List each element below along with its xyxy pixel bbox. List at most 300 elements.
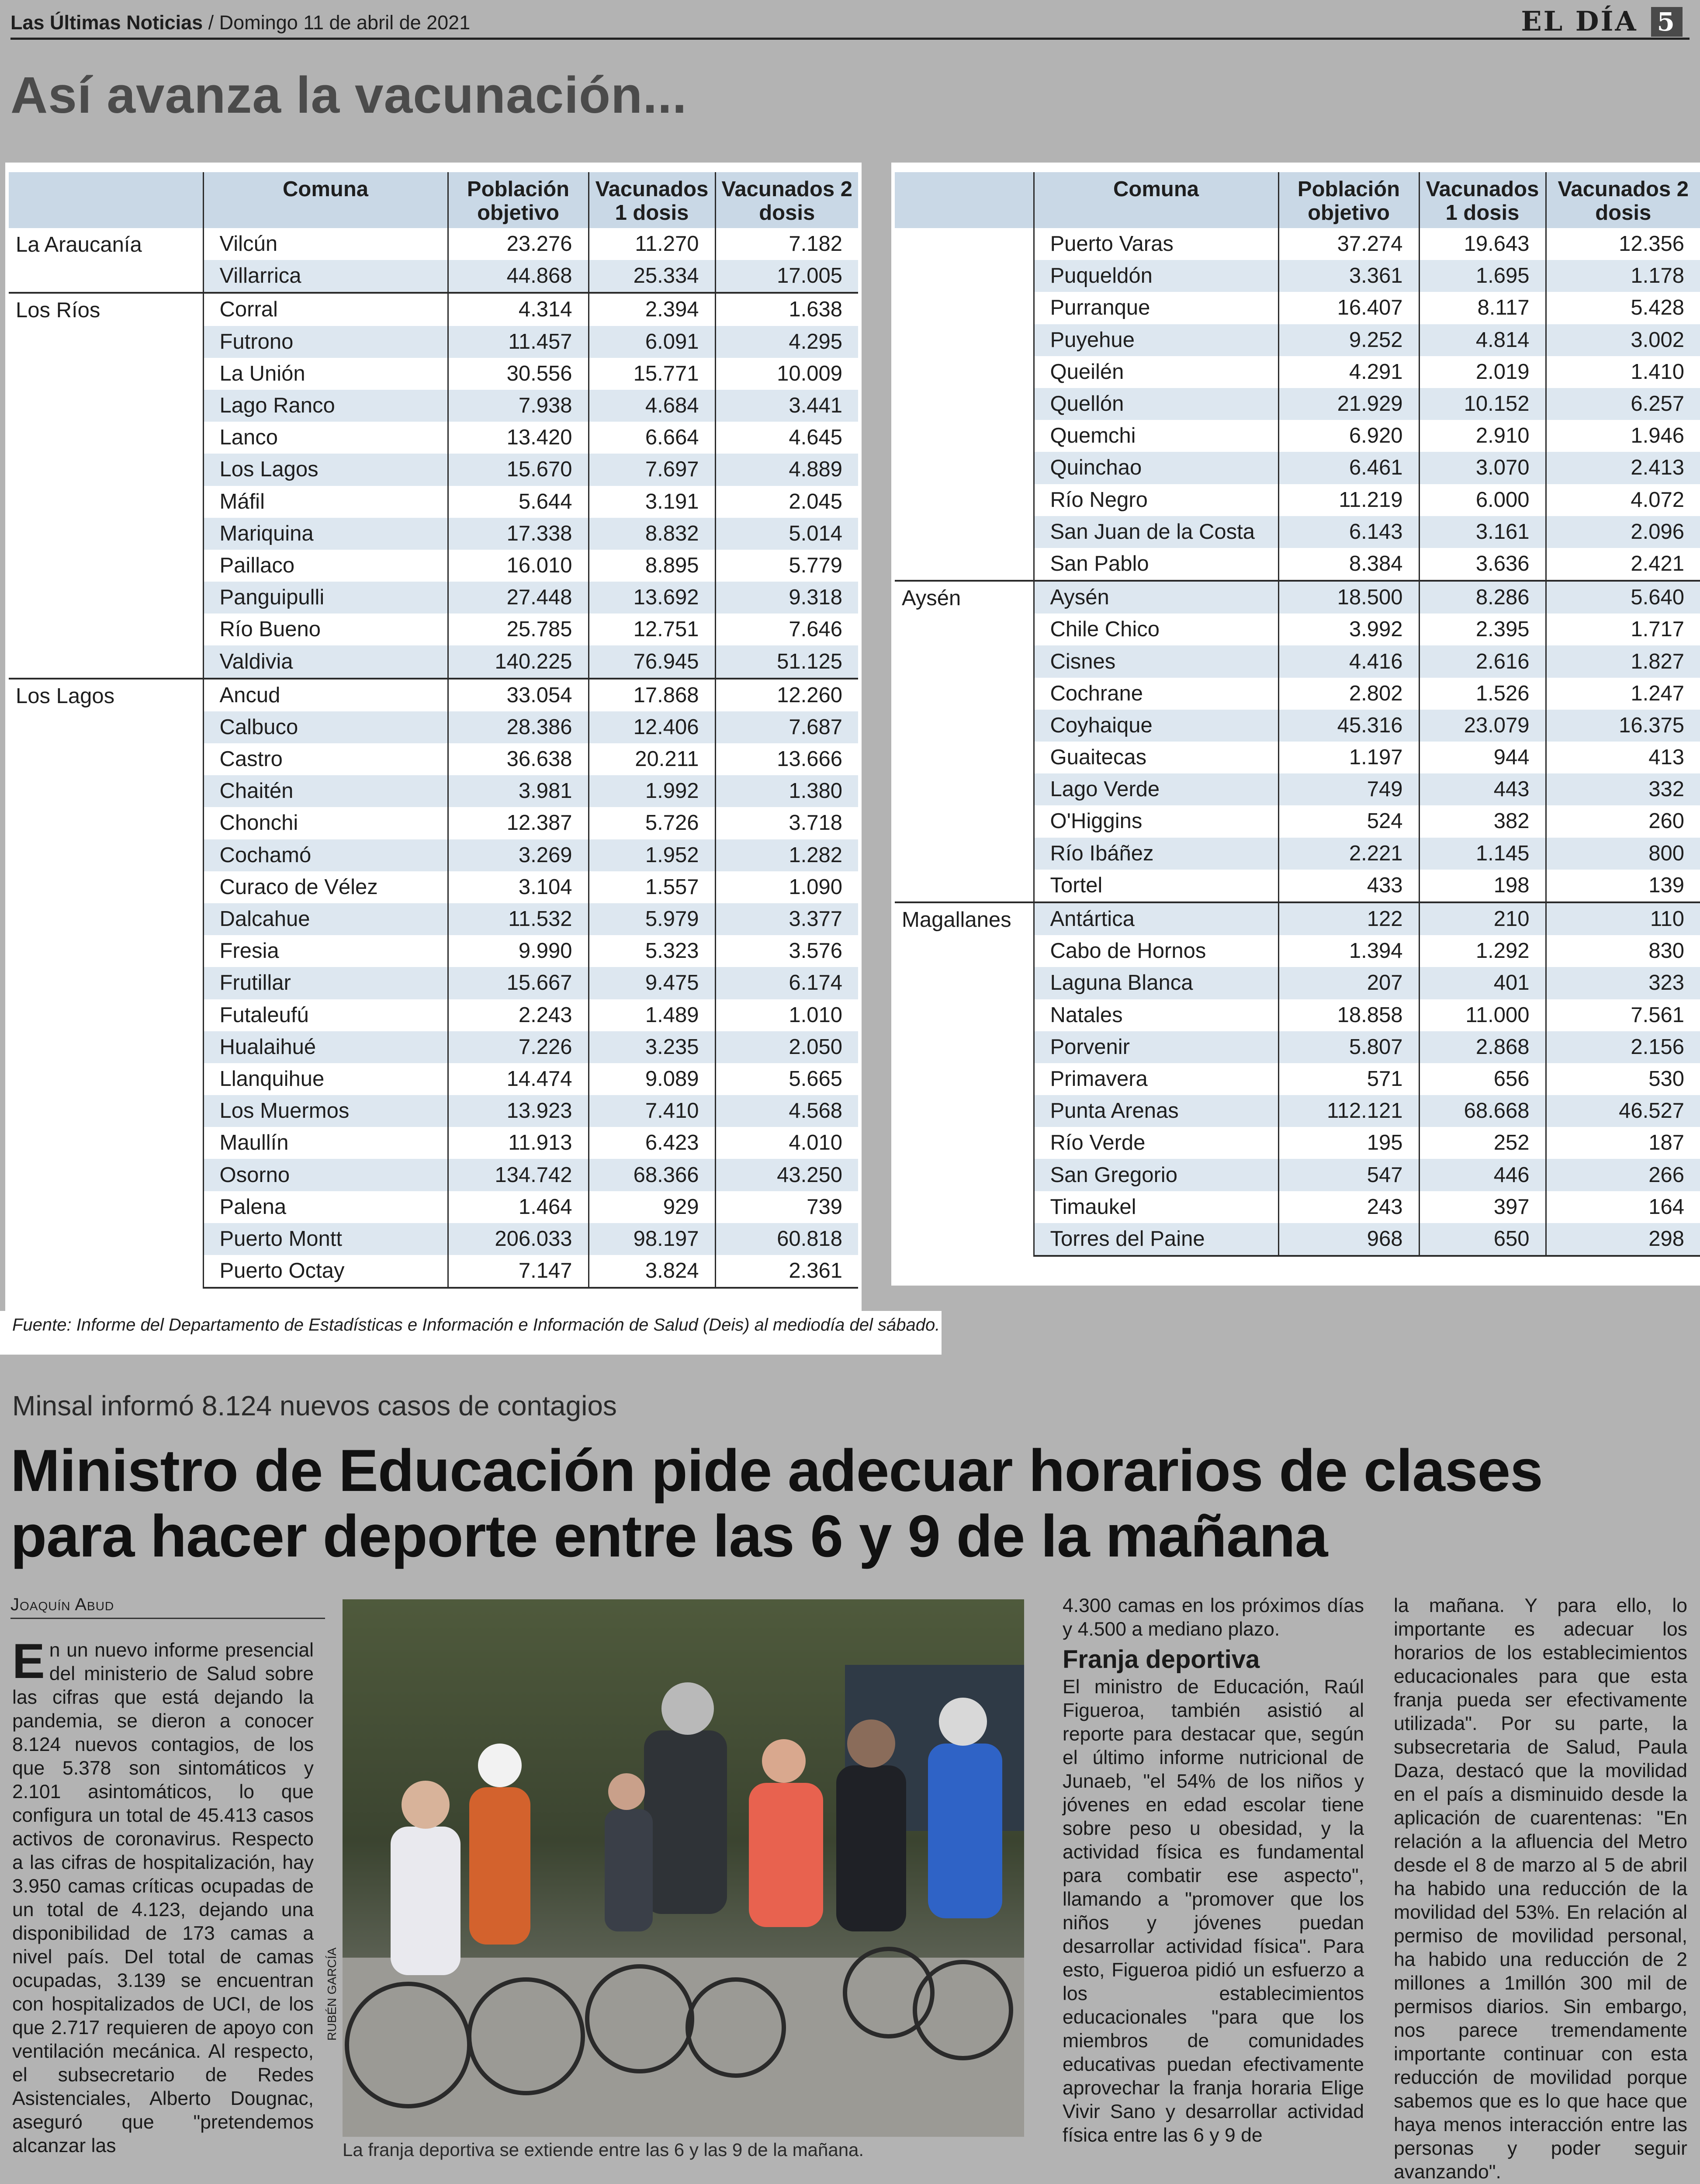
comuna-cell: Porvenir xyxy=(1034,1031,1278,1063)
dosis1-cell: 401 xyxy=(1419,967,1546,999)
dosis2-cell: 187 xyxy=(1648,1131,1684,1155)
comuna-cell: Lago Ranco xyxy=(203,390,448,422)
dosis2-cell: 5.665 xyxy=(789,1067,842,1091)
dosis2-cell: 830 xyxy=(1648,939,1684,963)
dosis1-cell: 13.692 xyxy=(589,582,715,614)
header-dosis1: Vacunados 1 dosis xyxy=(1419,172,1546,228)
dosis2-cell: 1.946 xyxy=(1631,424,1684,448)
region-cell: Magallanes xyxy=(895,902,1034,1256)
comuna-cell: Cochrane xyxy=(1034,678,1278,710)
dosis2-cell: 1.380 xyxy=(715,775,858,807)
region-cell: Los Lagos xyxy=(9,679,203,1288)
comuna-cell: Puerto Montt xyxy=(203,1223,448,1255)
dosis2-cell: 739 xyxy=(807,1195,842,1219)
dosis1-cell: 944 xyxy=(1419,742,1546,773)
dosis2-cell: 4.072 xyxy=(1631,488,1684,512)
dosis2-cell: 1.410 xyxy=(1631,360,1684,384)
dosis2-cell: 1.827 xyxy=(1546,645,1700,677)
drop-cap: E xyxy=(12,1634,45,1688)
dosis1-cell: 2.395 xyxy=(1419,614,1546,645)
newspaper-name: Las Últimas Noticias xyxy=(10,11,203,34)
poblacion-cell: 207 xyxy=(1278,967,1419,999)
dosis1-cell: 7.410 xyxy=(589,1095,715,1127)
table-row xyxy=(9,293,858,326)
dosis1-cell: 68.366 xyxy=(589,1159,715,1191)
poblacion-cell: 968 xyxy=(1278,1223,1419,1256)
poblacion-cell: 3.992 xyxy=(1278,614,1419,645)
table-header-row xyxy=(895,172,1700,228)
dosis2-cell: 266 xyxy=(1546,1159,1700,1191)
poblacion-cell: 9.252 xyxy=(1278,324,1419,356)
comuna-cell: Río Verde xyxy=(1034,1127,1278,1159)
poblacion-cell: 547 xyxy=(1278,1159,1419,1191)
comuna-cell: Purranque xyxy=(1034,292,1278,324)
dosis2-cell: 6.257 xyxy=(1546,388,1700,420)
dosis1-cell: 4.814 xyxy=(1419,324,1546,356)
dosis2-cell: 1.178 xyxy=(1546,260,1700,292)
dosis2-cell: 43.250 xyxy=(715,1159,858,1191)
dosis1-cell: 5.726 xyxy=(589,807,715,839)
dosis1-cell: 210 xyxy=(1419,902,1546,935)
dosis1-cell: 1.557 xyxy=(589,871,715,903)
comuna-cell: Castro xyxy=(203,743,448,775)
comuna-cell: Los Muermos xyxy=(203,1095,448,1127)
poblacion-cell: 206.033 xyxy=(448,1223,589,1255)
poblacion-cell: 3.104 xyxy=(448,871,589,903)
header-comuna: Comuna xyxy=(1034,172,1278,228)
comuna-cell: Valdivia xyxy=(203,645,448,678)
header-comuna: Comuna xyxy=(203,172,448,228)
poblacion-cell: 571 xyxy=(1278,1063,1419,1095)
dosis1-cell: 6.664 xyxy=(589,422,715,454)
comuna-cell: Queilén xyxy=(1034,356,1278,388)
comuna-cell: Villarrica xyxy=(203,260,448,293)
dosis1-cell: 17.868 xyxy=(589,679,715,711)
comuna-cell: O'Higgins xyxy=(1034,805,1278,837)
region-cell: Aysén xyxy=(895,581,1034,902)
poblacion-cell: 16.407 xyxy=(1278,292,1419,324)
poblacion-cell: 7.147 xyxy=(448,1255,589,1288)
dosis2-cell: 60.818 xyxy=(715,1223,858,1255)
subheading: Franja deportiva xyxy=(1063,1645,1260,1674)
article-photo xyxy=(343,1599,1024,2137)
poblacion-cell: 433 xyxy=(1278,870,1419,902)
dosis2-cell: 46.527 xyxy=(1546,1095,1700,1127)
header-separator: / xyxy=(203,11,219,34)
comuna-cell: La Unión xyxy=(203,358,448,390)
dosis1-cell: 3.235 xyxy=(589,1031,715,1063)
header-region xyxy=(9,172,203,228)
comuna-cell: Calbuco xyxy=(203,711,448,743)
dosis2-cell: 5.779 xyxy=(789,553,842,577)
dosis1-cell: 8.117 xyxy=(1419,292,1546,324)
section-name: EL DÍA xyxy=(1521,5,1638,37)
dosis2-cell: 1.247 xyxy=(1631,681,1684,705)
poblacion-cell: 7.938 xyxy=(448,390,589,422)
poblacion-cell: 3.269 xyxy=(448,839,589,871)
dosis1-cell: 25.334 xyxy=(589,260,715,293)
comuna-cell: Timaukel xyxy=(1034,1191,1278,1223)
comuna-cell: Cochamó xyxy=(203,839,448,871)
dosis1-cell: 1.526 xyxy=(1419,678,1546,710)
dosis1-cell: 446 xyxy=(1419,1159,1546,1191)
dosis2-cell: 2.156 xyxy=(1546,1031,1700,1063)
dosis1-cell: 2.868 xyxy=(1419,1031,1546,1063)
dosis1-cell: 9.475 xyxy=(589,967,715,999)
column-4-text: la mañana. Y para ello, lo importante es adecuar los horarios de los establecimientos educacionales para que esta franja pueda ser efectivamente utilizada". Por su parte, la subsecretaria de Salud, Paula Daza, destacó que la movilidad en el país a disminuido desde la aplicación de cuarentenas: "En relación a la afluencia del Metro desde el 8 de marzo al 5 de abril ha habido una reducción de la movilidad del 53%. En relación al permiso de movilidad personal, ha habido una reducción de 2 millones a 1millón 300 mil de permisos diarios. Sin embargo, nos parece tremendamente importante continuar con esta reducción de movilidad porque sabemos que es lo que hace que haya menos interacción entre las personas y poder seguir avanzando". xyxy=(1394,1595,1687,2183)
poblacion-cell: 23.276 xyxy=(448,228,589,260)
comuna-cell: Puerto Octay xyxy=(203,1255,448,1288)
dosis1-cell: 20.211 xyxy=(589,743,715,775)
poblacion-cell: 243 xyxy=(1278,1191,1419,1223)
photo-caption: La franja deportiva se extiende entre las 6 y las 9 de la mañana. xyxy=(343,2139,864,2160)
column-1-text: n un nuevo informe presencial del ministerio de Salud sobre las cifras que está dejando la pandemia, se dieron a conocer 8.124 nuevos contagios, de los que 5.378 son sintomáticos y 2.101 asintomáticos, lo que configura un total de 45.413 casos activos de coronavirus. Respecto a las cifras de hospitalización, hay 3.950 camas críticas ocupadas de un total de 4.123, dejando una disponibilidad de 173 camas a nivel país. Del total de camas ocupadas, 3.139 se encuentran con hospitalizados de UCI, de los que 2.717 requieren de apoyo con ventilación mecánica. Al respecto, el subsecretario de Redes Asistenciales, Alberto Dougnac, aseguró que "pretendemos alcanzar las xyxy=(12,1640,314,2156)
dosis1-cell: 1.489 xyxy=(589,999,715,1031)
poblacion-cell: 45.316 xyxy=(1278,710,1419,742)
dosis2-cell: 7.687 xyxy=(715,711,858,743)
dosis1-cell: 198 xyxy=(1419,870,1546,902)
author-name: Joaquín Abud xyxy=(10,1595,114,1614)
poblacion-cell: 13.420 xyxy=(448,422,589,454)
dosis1-cell: 2.019 xyxy=(1419,356,1546,388)
poblacion-cell: 5.807 xyxy=(1278,1031,1419,1063)
comuna-cell: Puyehue xyxy=(1034,324,1278,356)
dosis2-cell: 1.090 xyxy=(789,875,842,899)
poblacion-cell: 36.638 xyxy=(448,743,589,775)
poblacion-cell: 6.920 xyxy=(1278,420,1419,452)
dosis2-cell: 6.174 xyxy=(715,967,858,999)
comuna-cell: Río Bueno xyxy=(203,614,448,645)
comuna-cell: Dalcahue xyxy=(203,903,448,935)
issue-date: Domingo 11 de abril de 2021 xyxy=(219,11,471,34)
photo-credit: RUBÉN GARCÍA xyxy=(325,1947,339,2041)
dosis2-cell: 2.050 xyxy=(715,1031,858,1063)
dosis2-cell: 3.002 xyxy=(1546,324,1700,356)
comuna-cell: Guaitecas xyxy=(1034,742,1278,773)
dosis1-cell: 15.771 xyxy=(589,358,715,390)
poblacion-cell: 1.464 xyxy=(448,1191,589,1223)
comuna-cell: Tortel xyxy=(1034,870,1278,902)
poblacion-cell: 37.274 xyxy=(1278,228,1419,260)
dosis1-cell: 397 xyxy=(1419,1191,1546,1223)
dosis1-cell: 1.992 xyxy=(589,775,715,807)
headline-line-2: para hacer deporte entre las 6 y 9 de la mañana xyxy=(10,1503,1328,1569)
comuna-cell: Puerto Varas xyxy=(1034,228,1278,260)
comuna-cell: San Pablo xyxy=(1034,548,1278,581)
dosis1-cell: 6.423 xyxy=(589,1127,715,1159)
section-header xyxy=(1521,5,1683,37)
poblacion-cell: 11.532 xyxy=(448,903,589,935)
dosis1-cell: 19.643 xyxy=(1419,228,1546,260)
poblacion-cell: 112.121 xyxy=(1278,1095,1419,1127)
headline-line-1: Ministro de Educación pide adecuar horarios de clases xyxy=(10,1437,1543,1504)
poblacion-cell: 33.054 xyxy=(448,679,589,711)
poblacion-cell: 140.225 xyxy=(448,645,589,678)
article-headline xyxy=(10,1438,1543,1569)
dosis1-cell: 252 xyxy=(1419,1127,1546,1159)
dosis2-cell: 1.717 xyxy=(1631,617,1684,641)
poblacion-cell: 27.448 xyxy=(448,582,589,614)
table-header-row xyxy=(9,172,858,228)
dosis1-cell: 12.751 xyxy=(589,614,715,645)
poblacion-cell: 15.667 xyxy=(448,967,589,999)
dosis2-cell: 298 xyxy=(1546,1223,1700,1256)
poblacion-cell: 3.361 xyxy=(1278,260,1419,292)
poblacion-cell: 18.858 xyxy=(1278,999,1419,1031)
dosis2-cell: 3.718 xyxy=(789,811,842,835)
dosis2-cell: 2.413 xyxy=(1546,452,1700,484)
comuna-cell: Laguna Blanca xyxy=(1034,967,1278,999)
poblacion-cell: 134.742 xyxy=(448,1159,589,1191)
dosis2-cell: 3.441 xyxy=(715,390,858,422)
dosis1-cell: 3.191 xyxy=(589,486,715,518)
comuna-cell: Curaco de Vélez xyxy=(203,871,448,903)
poblacion-cell: 524 xyxy=(1278,805,1419,837)
poblacion-cell: 30.556 xyxy=(448,358,589,390)
comuna-cell: Quemchi xyxy=(1034,420,1278,452)
comuna-cell: Fresia xyxy=(203,935,448,967)
header-poblacion: Población objetivo xyxy=(448,172,589,228)
poblacion-cell: 11.913 xyxy=(448,1127,589,1159)
comuna-cell: Corral xyxy=(203,293,448,326)
comuna-cell: Chonchi xyxy=(203,807,448,839)
dosis1-cell: 10.152 xyxy=(1419,388,1546,420)
dosis1-cell: 12.406 xyxy=(589,711,715,743)
poblacion-cell: 28.386 xyxy=(448,711,589,743)
poblacion-cell: 9.990 xyxy=(448,935,589,967)
column-3-intro: 4.300 camas en los próximos días y 4.500 a mediano plazo. xyxy=(1063,1595,1364,1640)
comuna-cell: Río Ibáñez xyxy=(1034,838,1278,870)
comuna-cell: Cisnes xyxy=(1034,645,1278,677)
comuna-cell: Mariquina xyxy=(203,518,448,550)
comuna-cell: San Gregorio xyxy=(1034,1159,1278,1191)
dosis1-cell: 98.197 xyxy=(589,1223,715,1255)
dosis2-cell: 4.295 xyxy=(715,326,858,358)
comuna-cell: Chaitén xyxy=(203,775,448,807)
dosis1-cell: 2.910 xyxy=(1419,420,1546,452)
dosis1-cell: 6.091 xyxy=(589,326,715,358)
poblacion-cell: 8.384 xyxy=(1278,548,1419,581)
dosis1-cell: 382 xyxy=(1419,805,1546,837)
table-row xyxy=(9,228,858,260)
dosis2-cell: 2.096 xyxy=(1546,516,1700,548)
section-title: Así avanza la vacunación... xyxy=(10,66,687,124)
dosis2-cell: 332 xyxy=(1546,773,1700,805)
region-cell xyxy=(895,228,1034,581)
dosis1-cell: 443 xyxy=(1419,773,1546,805)
vaccination-table-left xyxy=(9,172,858,1289)
byline xyxy=(10,1595,114,1615)
poblacion-cell: 13.923 xyxy=(448,1095,589,1127)
comuna-cell: Palena xyxy=(203,1191,448,1223)
dosis2-cell: 3.576 xyxy=(789,939,842,963)
comuna-cell: Ancud xyxy=(203,679,448,711)
poblacion-cell: 17.338 xyxy=(448,518,589,550)
vaccination-table-right-panel xyxy=(891,163,1700,1286)
comuna-cell: Primavera xyxy=(1034,1063,1278,1095)
poblacion-cell: 2.221 xyxy=(1278,838,1419,870)
comuna-cell: Panguipulli xyxy=(203,582,448,614)
poblacion-cell: 18.500 xyxy=(1278,581,1419,614)
dosis2-cell: 16.375 xyxy=(1546,710,1700,742)
dosis1-cell: 929 xyxy=(589,1191,715,1223)
comuna-cell: Lago Verde xyxy=(1034,773,1278,805)
comuna-cell: Torres del Paine xyxy=(1034,1223,1278,1256)
page-number: 5 xyxy=(1651,7,1683,37)
dosis2-cell: 7.646 xyxy=(789,617,842,641)
comuna-cell: Coyhaique xyxy=(1034,710,1278,742)
dosis2-cell: 164 xyxy=(1648,1195,1684,1219)
dosis2-cell: 110 xyxy=(1546,902,1700,935)
poblacion-cell: 11.219 xyxy=(1278,484,1419,516)
comuna-cell: Futrono xyxy=(203,326,448,358)
header-dosis2: Vacunados 2 dosis xyxy=(715,172,858,228)
comuna-cell: Cabo de Hornos xyxy=(1034,935,1278,967)
dosis2-cell: 800 xyxy=(1546,838,1700,870)
table-row xyxy=(895,581,1700,614)
dosis1-cell: 7.697 xyxy=(589,454,715,485)
dosis1-cell: 1.952 xyxy=(589,839,715,871)
article-column-1 xyxy=(12,1634,314,2158)
dosis2-cell: 2.421 xyxy=(1631,551,1684,575)
dosis1-cell: 656 xyxy=(1419,1063,1546,1095)
comuna-cell: Máfil xyxy=(203,486,448,518)
poblacion-cell: 1.394 xyxy=(1278,935,1419,967)
comuna-cell: Maullín xyxy=(203,1127,448,1159)
dosis2-cell: 4.645 xyxy=(789,426,842,450)
dosis1-cell: 11.000 xyxy=(1419,999,1546,1031)
poblacion-cell: 7.226 xyxy=(448,1031,589,1063)
poblacion-cell: 15.670 xyxy=(448,454,589,485)
comuna-cell: Río Negro xyxy=(1034,484,1278,516)
header-dosis2: Vacunados 2 dosis xyxy=(1546,172,1700,228)
dosis2-cell: 260 xyxy=(1648,809,1684,833)
comuna-cell: Llanquihue xyxy=(203,1063,448,1095)
poblacion-cell: 6.461 xyxy=(1278,452,1419,484)
poblacion-cell: 4.416 xyxy=(1278,645,1419,677)
comuna-cell: Los Lagos xyxy=(203,454,448,485)
dosis2-cell: 5.428 xyxy=(1631,296,1684,320)
dosis2-cell: 51.125 xyxy=(715,645,858,678)
dosis1-cell: 23.079 xyxy=(1419,710,1546,742)
poblacion-cell: 21.929 xyxy=(1278,388,1419,420)
poblacion-cell: 12.387 xyxy=(448,807,589,839)
dosis1-cell: 3.070 xyxy=(1419,452,1546,484)
dosis2-cell: 1.638 xyxy=(715,293,858,326)
article-column-4 xyxy=(1394,1594,1687,2184)
dosis2-cell: 413 xyxy=(1648,745,1684,770)
dosis2-cell: 3.377 xyxy=(715,903,858,935)
header-region xyxy=(895,172,1034,228)
dosis1-cell: 3.824 xyxy=(589,1255,715,1288)
comuna-cell: Chile Chico xyxy=(1034,614,1278,645)
dosis1-cell: 2.616 xyxy=(1419,645,1546,677)
dosis1-cell: 650 xyxy=(1419,1223,1546,1256)
dosis1-cell: 5.979 xyxy=(589,903,715,935)
dosis2-cell: 2.045 xyxy=(789,489,842,513)
comuna-cell: Osorno xyxy=(203,1159,448,1191)
vaccination-table-right xyxy=(895,172,1700,1257)
poblacion-cell: 2.802 xyxy=(1278,678,1419,710)
table-row xyxy=(895,228,1700,260)
poblacion-cell: 11.457 xyxy=(448,326,589,358)
comuna-cell: Punta Arenas xyxy=(1034,1095,1278,1127)
poblacion-cell: 749 xyxy=(1278,773,1419,805)
dosis2-cell: 5.014 xyxy=(715,518,858,550)
dosis2-cell: 9.318 xyxy=(715,582,858,614)
dosis1-cell: 11.270 xyxy=(589,228,715,260)
comuna-cell: Aysén xyxy=(1034,581,1278,614)
poblacion-cell: 195 xyxy=(1278,1127,1419,1159)
comuna-cell: Puqueldón xyxy=(1034,260,1278,292)
region-cell: La Araucanía xyxy=(9,228,203,293)
dosis1-cell: 76.945 xyxy=(589,645,715,678)
poblacion-cell: 16.010 xyxy=(448,550,589,582)
dosis1-cell: 4.684 xyxy=(589,390,715,422)
dosis1-cell: 6.000 xyxy=(1419,484,1546,516)
poblacion-cell: 14.474 xyxy=(448,1063,589,1095)
dosis2-cell: 4.568 xyxy=(715,1095,858,1127)
poblacion-cell: 122 xyxy=(1278,902,1419,935)
dosis1-cell: 8.832 xyxy=(589,518,715,550)
comuna-cell: Antártica xyxy=(1034,902,1278,935)
poblacion-cell: 4.314 xyxy=(448,293,589,326)
dosis1-cell: 1.145 xyxy=(1419,838,1546,870)
comuna-cell: Hualaihué xyxy=(203,1031,448,1063)
dosis2-cell: 139 xyxy=(1648,873,1684,897)
dosis1-cell: 2.394 xyxy=(589,293,715,326)
dosis2-cell: 10.009 xyxy=(777,361,842,385)
poblacion-cell: 44.868 xyxy=(448,260,589,293)
dosis2-cell: 7.182 xyxy=(789,232,842,256)
comuna-cell: Lanco xyxy=(203,422,448,454)
comuna-cell: Futaleufú xyxy=(203,999,448,1031)
dosis2-cell: 12.356 xyxy=(1619,232,1684,256)
dosis2-cell: 530 xyxy=(1648,1067,1684,1091)
byline-rule xyxy=(10,1618,325,1619)
comuna-cell: Frutillar xyxy=(203,967,448,999)
dosis2-cell: 12.260 xyxy=(715,679,858,711)
comuna-cell: San Juan de la Costa xyxy=(1034,516,1278,548)
poblacion-cell: 3.981 xyxy=(448,775,589,807)
column-3-text: El ministro de Educación, Raúl Figueroa, también asistió al reporte para destacar que, según el último informe nutricional de Junaeb, "el 54% de los niños y jóvenes en edad escolar tiene sobre peso u obesidad, y la actividad física es fundamental para combatir ese aspecto", llamando a "promover que los niños y jóvenes puedan desarrollar actividad física". Para esto, Figueroa pidió un esfuerzo a los establecimientos educacionales "para que los miembros de comunidades educativas puedan efectivamente aprovechar la franja horaria Elige Vivir Sano y desarrollar actividad física entre las 6 y 9 de xyxy=(1063,1676,1364,2146)
header-rule xyxy=(10,38,1690,40)
poblacion-cell: 5.644 xyxy=(448,486,589,518)
article-kicker: Minsal informó 8.124 nuevos casos de contagios xyxy=(12,1390,617,1421)
table-row xyxy=(9,679,858,711)
dosis2-cell: 323 xyxy=(1546,967,1700,999)
dosis2-cell: 5.640 xyxy=(1546,581,1700,614)
dosis2-cell: 17.005 xyxy=(715,260,858,293)
region-cell: Los Ríos xyxy=(9,293,203,678)
dosis1-cell: 3.636 xyxy=(1419,548,1546,581)
dosis2-cell: 2.361 xyxy=(715,1255,858,1288)
dosis1-cell: 9.089 xyxy=(589,1063,715,1095)
poblacion-cell: 2.243 xyxy=(448,999,589,1031)
dosis1-cell: 8.286 xyxy=(1419,581,1546,614)
comuna-cell: Quinchao xyxy=(1034,452,1278,484)
poblacion-cell: 6.143 xyxy=(1278,516,1419,548)
dosis2-cell: 1.010 xyxy=(789,1003,842,1027)
dosis2-cell: 7.561 xyxy=(1631,1003,1684,1027)
poblacion-cell: 4.291 xyxy=(1278,356,1419,388)
poblacion-cell: 1.197 xyxy=(1278,742,1419,773)
dosis2-cell: 1.282 xyxy=(715,839,858,871)
dosis1-cell: 1.292 xyxy=(1419,935,1546,967)
comuna-cell: Vilcún xyxy=(203,228,448,260)
table-row xyxy=(895,902,1700,935)
dosis2-cell: 4.889 xyxy=(715,454,858,485)
